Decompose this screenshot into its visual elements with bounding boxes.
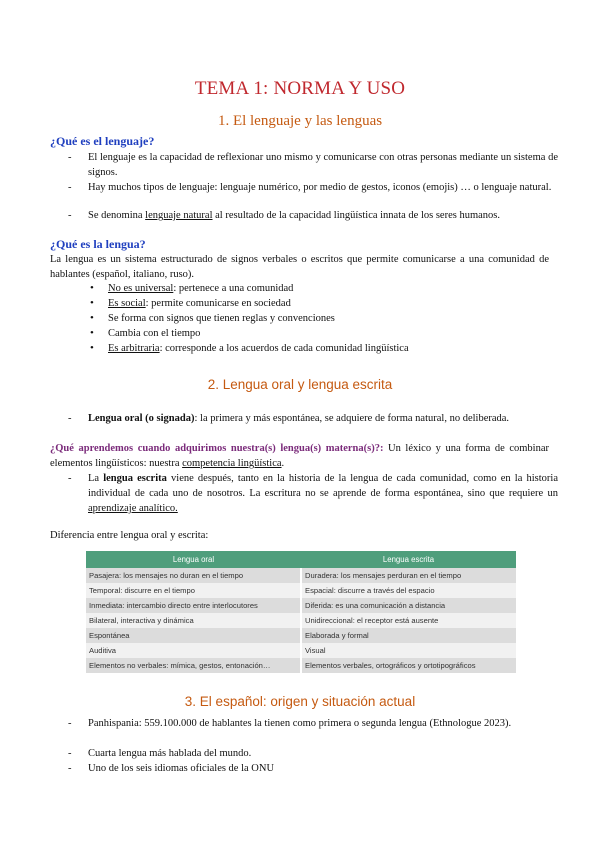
table-row [86, 613, 516, 628]
bold-term: lengua escrita [103, 473, 167, 484]
page-title: TEMA 1: NORMA Y USO [194, 78, 406, 99]
table-row [86, 658, 516, 673]
list-item: - Hay muchos tipos de lenguaje: lenguaje numérico, por medio de gestos, iconos (emojis) … o lenguaje natural. [88, 180, 558, 195]
paragraph-lengua: La lengua es un sistema estructurado de signos verbales o escritos que permite comunicarse a una comunidad de hablantes (español, italiano, ruso). [50, 254, 549, 280]
table-cell: Inmediata: intercambio directo entre interlocutores [86, 598, 301, 613]
list-item: - Uno de los seis idiomas oficiales de la ONU [88, 761, 558, 776]
table-row [86, 568, 516, 583]
table-cell: Temporal: discurre en el tiempo [86, 583, 301, 598]
list-item: - El lenguaje es la capacidad de reflexionar uno mismo y comunicarse con otras personas mediante un sistema de signos. [88, 150, 558, 180]
bullet-item: • Se forma con signos que tienen reglas y convenciones [108, 311, 548, 326]
comparison-table [86, 551, 516, 673]
bullet-item: • Cambia con el tiempo [108, 326, 548, 341]
table-cell: Espacial: discurre a través del espacio [301, 583, 516, 598]
text-span: La [88, 473, 104, 484]
underlined-term: Es social [108, 298, 146, 309]
table-caption: Diferencia entre lengua oral y escrita: [50, 530, 209, 541]
table-cell: Elementos no verbales: mímica, gestos, entonación… [86, 658, 301, 673]
text-span: Un léxico y una forma de combinar elementos lingüísticos: nuestra [50, 443, 549, 469]
table-row [86, 628, 516, 643]
table-cell: Unidireccional: el receptor está ausente [301, 613, 516, 628]
text-span: : permite comunicarse en sociedad [145, 298, 291, 309]
section-1-heading: 1. El lenguaje y las lenguas [217, 113, 383, 129]
table-row [86, 643, 516, 658]
list-item [88, 471, 558, 516]
text-span: : pertenece a una comunidad [173, 283, 294, 294]
text-span: . [281, 458, 285, 469]
text-span: viene después, tanto en la historia de la lengua de cada comunidad, como en la historia individual de cada uno de nosotros. La escritura no se aprende de forma espontánea, sino que requiere un [88, 473, 559, 499]
table-cell: Auditiva [86, 643, 301, 658]
table-cell: Diferida: es una comunicación a distancia [301, 598, 516, 613]
section-3-heading: 3. El español: origen y situación actual [184, 694, 416, 709]
table-cell: Espontánea [86, 628, 301, 643]
question-lengua: ¿Qué es la lengua? [50, 237, 146, 251]
text-span: : la primera y más espontánea, se adquiere de forma natural, no deliberada. [194, 413, 510, 424]
underlined-term: lenguaje natural [145, 210, 213, 221]
list-item [88, 208, 558, 223]
table-cell: Pasajera: los mensajes no duran en el tiempo [86, 568, 301, 583]
table-cell: Duradera: los mensajes perduran en el tiempo [301, 568, 516, 583]
text-span: Se denomina [88, 210, 146, 221]
text-span: : corresponde a los acuerdos de cada comunidad lingüística [159, 343, 409, 354]
bullet-item [108, 296, 548, 311]
underlined-term: competencia lingüística [182, 458, 282, 469]
bullet-item [108, 341, 548, 356]
bold-term: Lengua oral (o signada) [88, 413, 195, 424]
question-lenguaje: ¿Qué es el lenguaje? [50, 134, 155, 148]
underlined-term: aprendizaje analítico. [88, 503, 178, 514]
underlined-term: Es arbitraria [108, 343, 160, 354]
paragraph-question [50, 441, 549, 471]
table-row [86, 583, 516, 598]
table-cell: Visual [301, 643, 516, 658]
list-item: - Cuarta lengua más hablada del mundo. [88, 746, 558, 761]
table-cell: Bilateral, interactiva y dinámica [86, 613, 301, 628]
column-header: Lengua escrita [301, 551, 516, 568]
bullet-item [108, 281, 548, 296]
table-cell: Elementos verbales, ortográficos y ortotipográficos [301, 658, 516, 673]
section-2-heading: 2. Lengua oral y lengua escrita [207, 377, 393, 392]
column-header: Lengua oral [86, 551, 301, 568]
list-item [88, 411, 558, 426]
underlined-term: No es universal [108, 283, 174, 294]
list-item: - Panhispania: 559.100.000 de hablantes la tienen como primera o segunda lengua (Ethnologue 2023). [88, 716, 558, 731]
table-row [86, 598, 516, 613]
highlighted-question: ¿Qué aprendemos cuando adquirimos nuestra(s) lengua(s) materna(s)?: [50, 443, 384, 454]
text-span: al resultado de la capacidad lingüística innata de los seres humanos. [212, 210, 500, 221]
table-cell: Elaborada y formal [301, 628, 516, 643]
table-header-row [86, 551, 516, 568]
